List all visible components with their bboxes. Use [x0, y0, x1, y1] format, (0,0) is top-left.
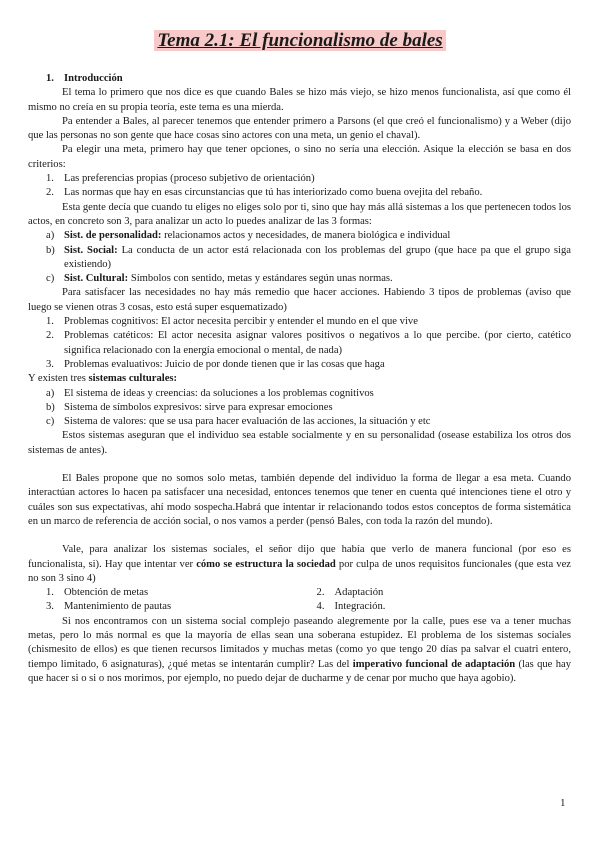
page-title: Tema 2.1: El funcionalismo de bales — [0, 30, 600, 52]
paragraph: El Bales propone que no somos solo metas, también depende del individuo la forma de llegar a esa meta. Cuando interactúan actores lo hacen pa satisfacer una necesidad, entonces tenemos que tener en cuenta qué intenciones tiene el otro y cuáles son sus expectativas, ahí modo sospecha.Habrá que intentar ir relacionando todos estos conceptos de forma sistemática en un marco de referencia de acción social, o nos vamos a perder (pensó Bales, con toda la razón del mundo). — [28, 473, 571, 527]
list-item: 3. Problemas evaluativos: Juicio de por donde tienen que ir las cosas que haga — [46, 358, 385, 370]
paragraph: El tema lo primero que nos dice es que cuando Bales se hizo más viejo, se hizo menos funcionalista, así que como él mismo no creía en su propia teoría, este tema es una mierda. — [28, 87, 571, 113]
paragraph: Y existen tres sistemas culturales: — [28, 373, 178, 385]
criteria-list — [28, 172, 571, 201]
list-item: 4. Integración. — [316, 601, 386, 613]
paragraph: Vale, para analizar los sistemas sociales, el señor dijo que había que verlo de manera funcional (por eso es funcionalista, si). Hay que intentar ver cómo se estructura la sociedad por culpa de unos requisitos funcionales (que esta vez no son 3 sino 4) — [28, 544, 572, 584]
list-item: 2. Las normas que hay en esas circunstancias que tú has interiorizado como buena ovejita del rebaño. — [46, 187, 483, 199]
problems-list — [28, 315, 571, 372]
list-item: 1. Las preferencias propias (proceso subjetivo de orientación) — [46, 173, 315, 185]
section-heading — [46, 72, 571, 86]
requisites-row — [28, 600, 571, 614]
list-item: 3. Mantenimiento de pautas — [46, 601, 172, 613]
page-number: 1 — [560, 797, 566, 809]
list-item: 2. Adaptación — [316, 587, 384, 599]
paragraph: Pa entender a Bales, al parecer tenemos que entender primero a Parsons (el que creó el funcionalismo) y a Weber (dijo que las personas no son gente que hace cosas sino actores con una meta, un genio el chaval). — [28, 115, 571, 142]
list-item: c) Sist. Cultural: Símbolos con sentido, metas y estándares según unas normas. — [46, 273, 393, 285]
list-item: a) El sistema de ideas y creencias: da soluciones a los problemas cognitivos — [46, 387, 374, 399]
section-title: Introducción — [64, 73, 123, 84]
section-number: 1. — [46, 73, 54, 84]
paragraph: Estos sistemas aseguran que el individuo sea estable socialmente y en su personalidad (osease estabiliza los otros dos sistemas de antes). — [28, 430, 571, 456]
systems-list — [28, 229, 571, 286]
list-item: b) Sistema de símbolos expresivos: sirve para expresar emociones — [46, 401, 333, 413]
paragraph: Esta gente decía que cuando tu eliges no eliges solo por ti, sino que hay más allá sistemas a los que pertenecen todos los actos, en concreto son 3, para analizar un acto lo puedes analizar de las 3 formas: — [28, 201, 571, 227]
paragraph: Si nos encontramos con un sistema social complejo paseando alegremente por la calle, pues ese va a tener muchas metas, pero lo más normal es que la mayoría de ellas sean una soberana estupidez. El problema de los sistemas sociales (chismesito de ellos) es que tienen recursos limitados y muchas metas (como yo que tengo 20 días pa salvar el cuatri entero, tiempo limitado, 6 asignaturas), ¿qué metas se intentarán cumplir? Las del imperativo funcional de adaptación (las que hay que hacer si o si o nos morimos, por ejemplo, no puedo dejar de ducharme y de cenar por mucho que haya agobio). — [28, 615, 571, 684]
paragraph: Pa elegir una meta, primero hay que tener opciones, o sino no sería una elección. Asique la elección se basa en dos criterios: — [28, 144, 571, 170]
list-item: 2. Problemas catéticos: El actor necesita asignar valores positivos o negativos a lo que percibe. (por cierto, catético significa relacionado con la energía emocional o mental, de nada) — [46, 330, 571, 356]
list-item: a) Sist. de personalidad: relacionamos actos y necesidades, de manera biológica e individual — [46, 230, 451, 242]
list-item: b) Sist. Social: La conducta de un actor está relacionada con los problemas del grupo (que hace pa que el grupo siga existiendo) — [46, 244, 571, 270]
list-item: c) Sistema de valores: que se usa para hacer evaluación de las acciones, la situación y etc — [46, 416, 431, 428]
list-item: 1. Problemas cognitivos: El actor necesita percibir y entender el mundo en el que vive — [46, 316, 418, 328]
document-body — [28, 72, 571, 686]
cultural-systems-list — [28, 387, 571, 430]
list-item: 1. Obtención de metas — [46, 587, 149, 599]
requisites-row — [28, 586, 571, 600]
paragraph: Para satisfacer las necesidades no hay más remedio que hacer acciones. Habiendo 3 tipos de problemas (aviso que luego se vienen otras 3 cosas, esto está super esquematizado) — [28, 287, 571, 313]
